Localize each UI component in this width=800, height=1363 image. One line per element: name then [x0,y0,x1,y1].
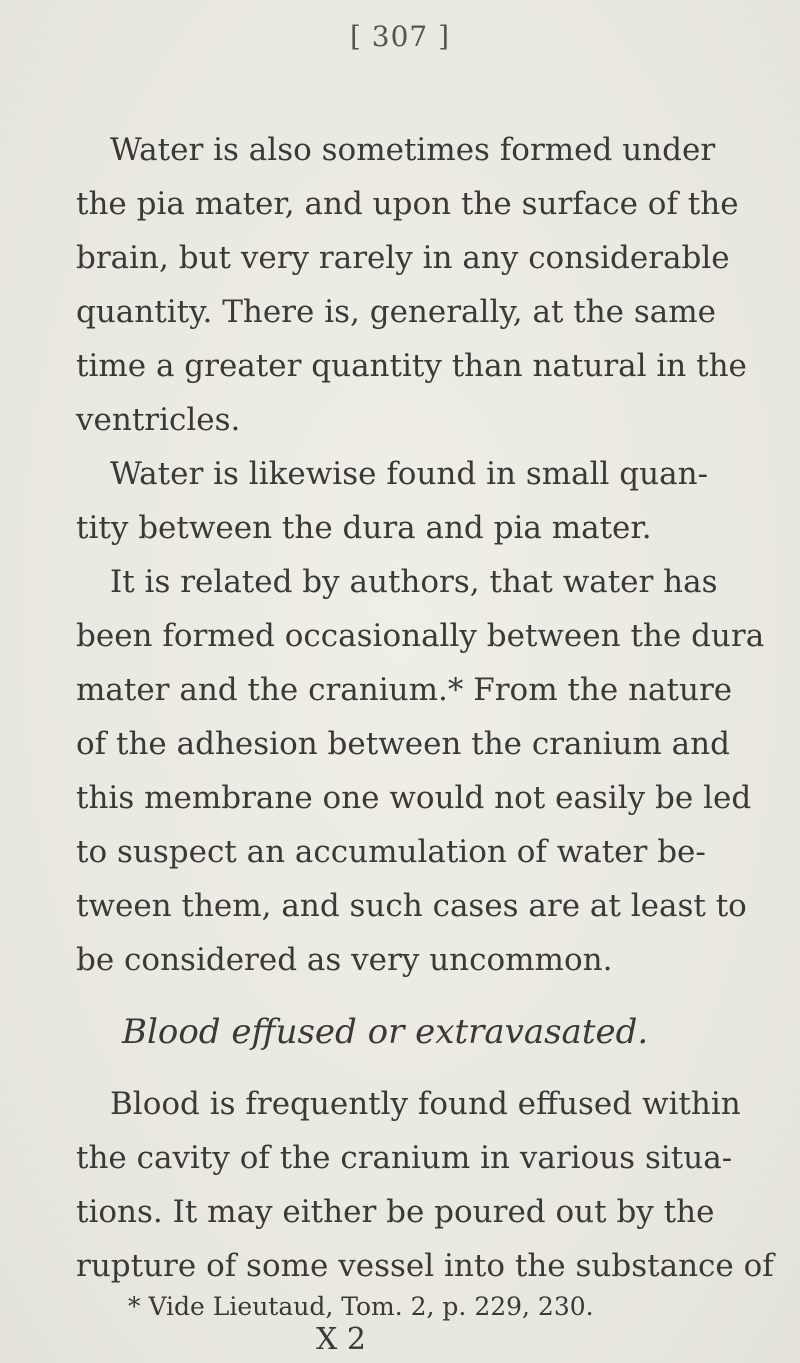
text-line: to suspect an accumulation of water be- [76,834,706,870]
text-line: quantity. There is, generally, at the same [76,294,717,330]
text-line: brain, but very rarely in any considerable [76,240,730,276]
text-line: time a greater quantity than natural in the [76,348,747,384]
footnote: * Vide Lieutaud, Tom. 2, p. 229, 230. [128,1292,594,1321]
text-line: the cavity of the cranium in various situa- [76,1140,733,1176]
text-line: Water is also sometimes formed under [110,132,716,168]
page-number-header: [ 307 ] [349,20,451,53]
text-line: rupture of some vessel into the substance of [76,1248,774,1284]
text-line: Blood is frequently found effused within [110,1086,741,1122]
text-line: It is related by authors, that water has [110,564,718,600]
text-line: this membrane one would not easily be led [76,780,752,816]
text-line: Water is likewise found in small quan- [110,456,709,492]
text-line: the pia mater, and upon the surface of the [76,186,739,222]
text-line: be considered as very uncommon. [76,942,613,978]
text-line: mater and the cranium.* From the nature [76,672,733,708]
text-line: tions. It may either be poured out by the [76,1194,715,1230]
text-line: of the adhesion between the cranium and [76,726,730,762]
section-heading: Blood effused or extravasated. [122,1012,649,1052]
text-line: tween them, and such cases are at least to [76,888,747,924]
text-line: tity between the dura and pia mater. [76,510,652,546]
signature-mark: X 2 [316,1322,366,1357]
text-line: been formed occasionally between the dura [76,618,765,654]
text-line: ventricles. [76,402,241,438]
